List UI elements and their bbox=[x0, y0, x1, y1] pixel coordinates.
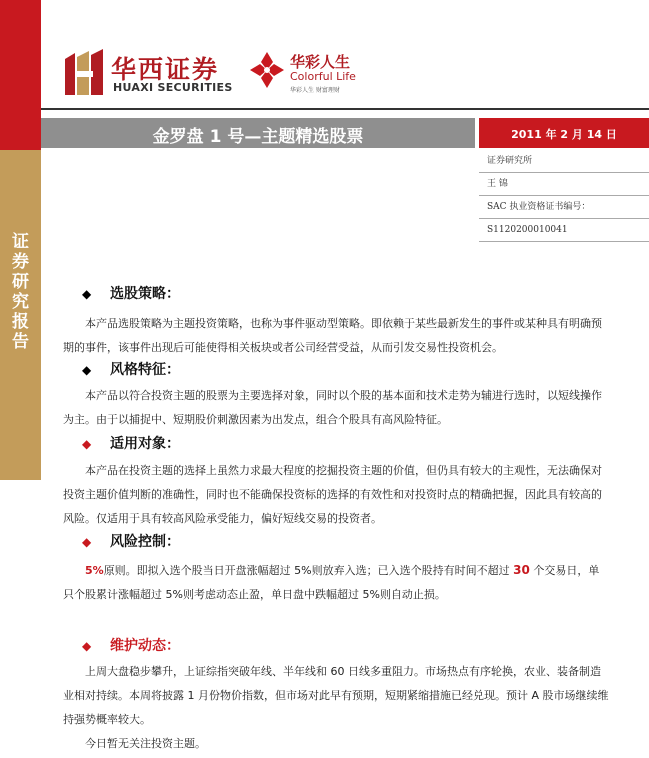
risk-text-b: 个交易日，单只个股累计涨幅超过 5%则考虑动态止盈，单日盘中跌幅超过 5%则自动止损。 bbox=[63, 564, 600, 601]
section-update-text: 上周大盘稳步攀升，上证综指突破年线、半年线和 60 日线多重阻力。市场热点有序轮换，农业、装备制造业相对持续。本周将披露 1 月份物价指数，但市场对此早有预期，短期紧缩措施已经兑现。预计 A 股市场继续维持强势概率较大。 bbox=[63, 665, 609, 726]
section-risk-text bbox=[63, 558, 609, 607]
diamond-bullet-icon: ◆ bbox=[82, 287, 92, 301]
huaxi-logo bbox=[63, 47, 263, 102]
header-divider bbox=[41, 108, 649, 110]
section-heading: 选股策略： bbox=[110, 286, 180, 302]
section-update-text2: 今日暂无关注投资主题。 bbox=[85, 737, 206, 750]
section-heading: 风险控制： bbox=[110, 534, 180, 550]
title-bar bbox=[41, 118, 475, 148]
section-heading: 风格特征： bbox=[110, 362, 180, 378]
colorful-life-logo bbox=[248, 48, 388, 98]
section-audience-heading bbox=[82, 434, 180, 454]
colorful-cn-text: 华彩人生 bbox=[290, 53, 351, 71]
diamond-bullet-icon: ◆ bbox=[82, 639, 92, 653]
colorful-flower-icon bbox=[248, 50, 286, 90]
section-audience-text: 本产品在投资主题的选择上虽然力求最大程度的挖掘投资主题的价值，但仍具有较大的主观性，无法确保对投资主题价值判断的准确性，同时也不能确保投资标的选择的有效性和对投资时点的精确把握，因此具有较高的风险。仅适用于具有较高风险承受能力，偏好短线交易的投资者。 bbox=[63, 464, 602, 525]
risk-5pct: 5% bbox=[85, 564, 104, 577]
info-sac-number: S1120200010041 bbox=[479, 219, 649, 242]
side-label: 证券研究报告 bbox=[12, 232, 29, 352]
report-date: 2011 年 2 月 14 日 bbox=[511, 128, 617, 141]
diamond-bullet-icon: ◆ bbox=[82, 363, 92, 377]
section-style-heading bbox=[82, 360, 180, 380]
section-heading: 适用对象： bbox=[110, 436, 180, 452]
risk-text-a: 原则。即拟入选个股当日开盘涨幅超过 5%则放弃入选；已入选个股持有时间不超过 bbox=[103, 564, 514, 577]
colorful-sub-text: 华彩人生 财富理财 bbox=[290, 87, 340, 94]
section-style-text: 本产品以符合投资主题的股票为主要选择对象，同时以个股的基本面和技术走势为辅进行选时，以短线操作为主。由于以捕捉中、短期股价刺激因素为出发点，组合个股具有高风险特征。 bbox=[63, 389, 602, 426]
info-dept: 证券研究所 bbox=[479, 150, 649, 173]
left-red-bar bbox=[0, 0, 41, 150]
report-title: 金罗盘 1 号—主题精选股票 bbox=[152, 127, 364, 147]
risk-30: 30 bbox=[513, 563, 530, 577]
date-box bbox=[479, 118, 649, 148]
huaxi-mark-icon bbox=[63, 49, 105, 97]
logo-cn-text: 华西证券 bbox=[111, 55, 220, 84]
colorful-en-text: Colorful Life bbox=[290, 70, 356, 83]
diamond-bullet-icon: ◆ bbox=[82, 535, 92, 549]
left-white-bar bbox=[0, 480, 41, 758]
logo-en-text: HUAXI SECURITIES bbox=[113, 81, 233, 94]
section-strategy-heading bbox=[82, 284, 180, 304]
section-heading: 维护动态： bbox=[110, 638, 180, 654]
section-risk-heading bbox=[82, 532, 180, 552]
diamond-bullet-icon: ◆ bbox=[82, 437, 92, 451]
info-sac-label: SAC 执业资格证书编号： bbox=[479, 196, 649, 219]
author-info bbox=[479, 150, 649, 242]
section-update-heading bbox=[82, 636, 180, 656]
info-author: 王 锦 bbox=[479, 173, 649, 196]
section-strategy-text: 本产品选股策略为主题投资策略，也称为事件驱动型策略。即依赖于某些最新发生的事件或某种具有明确预期的事件，该事件出现后可能使得相关板块或者公司经营受益，从而引发交易性投资机会。 bbox=[63, 317, 602, 354]
